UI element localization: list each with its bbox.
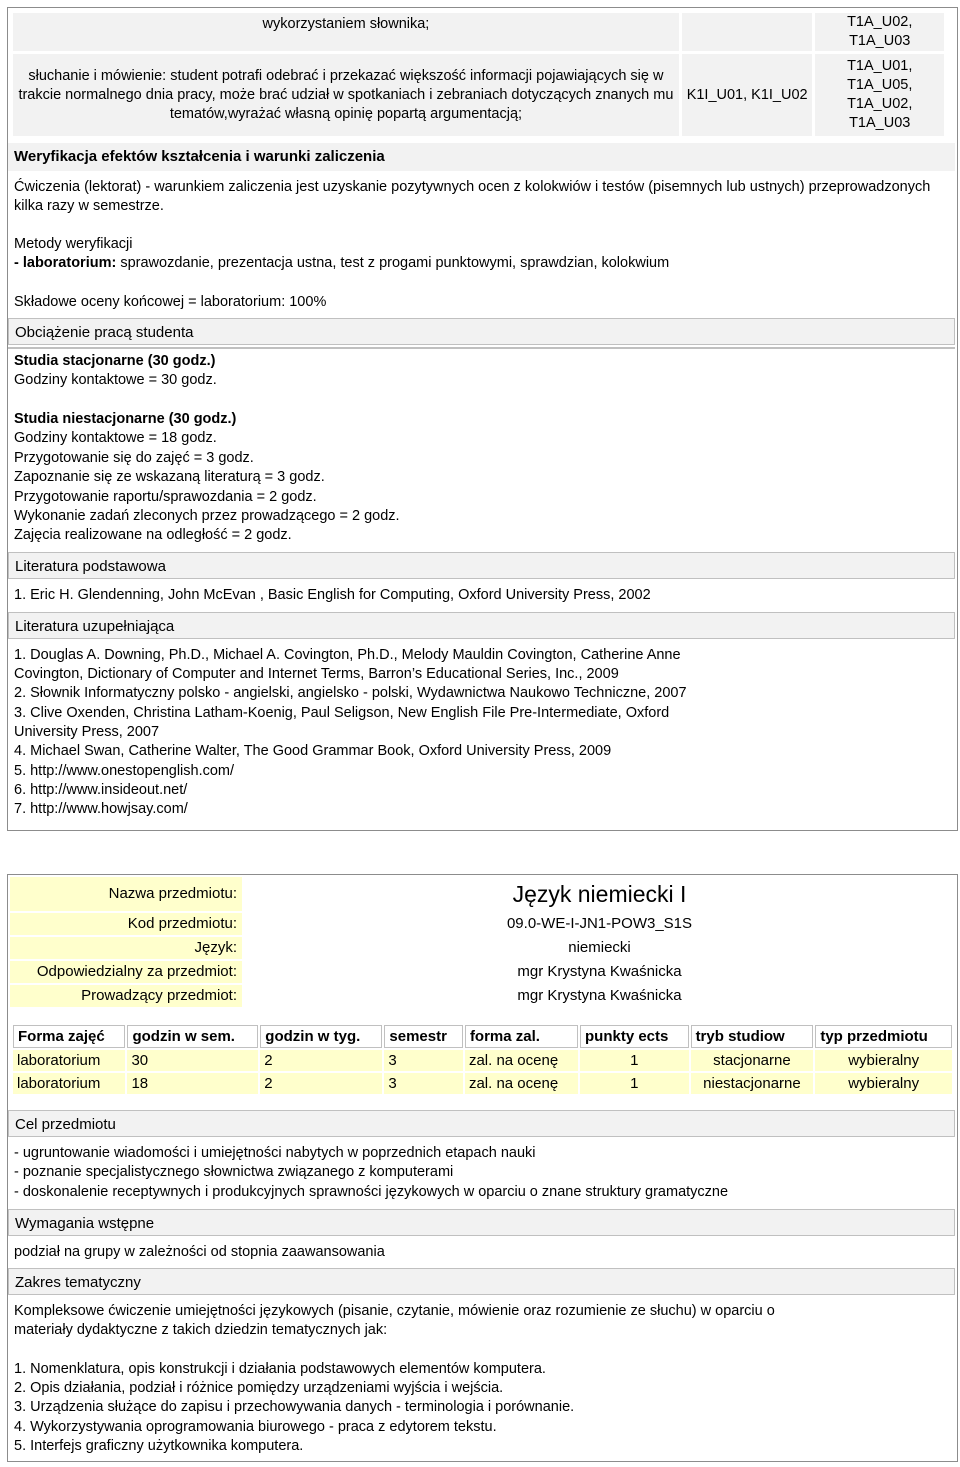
learning-outcomes-table bbox=[10, 10, 947, 139]
lit-extra-line: 4. Michael Swan, Catherine Walter, The Good Grammar Book, Oxford University Press, 2009 bbox=[14, 743, 612, 759]
subject-resp-value: mgr Krystyna Kwaśnicka bbox=[244, 961, 955, 983]
table-row bbox=[13, 1050, 952, 1071]
workload-line: Przygotowanie się do zajęć = 3 godz. bbox=[14, 450, 254, 466]
cell: 1 bbox=[580, 1050, 689, 1071]
subject-code-label: Kod przedmiotu: bbox=[10, 913, 242, 935]
table-row bbox=[13, 13, 944, 51]
goal-line: - doskonalenie receptywnych i produkcyjnych sprawności językowych w oparciu o znane struktury gramatyczne bbox=[14, 1184, 729, 1200]
class-forms-table bbox=[11, 1023, 954, 1096]
workload-line: Godziny kontaktowe = 30 godz. bbox=[14, 372, 217, 388]
workload-line: Godziny kontaktowe = 18 godz. bbox=[14, 430, 217, 446]
lit-extra-line: Covington, Dictionary of Computer and Internet Terms, Barron’s Educational Series, Inc., 2009 bbox=[14, 666, 619, 682]
cell: laboratorium bbox=[13, 1050, 125, 1071]
table-row bbox=[10, 913, 955, 935]
col-header: tryb studiow bbox=[691, 1025, 814, 1048]
goal-heading: Cel przedmiotu bbox=[8, 1110, 955, 1137]
verification-conditions: Ćwiczenia (lektorat) - warunkiem zaliczenia jest uzyskanie pozytywnych ocen z kolokwiów i testów (pisemnych lub ustnych) przeprowadzonych kilka razy w semestrze. bbox=[14, 179, 935, 215]
table-row bbox=[10, 985, 955, 1007]
workload-line: Zajęcia realizowane na odległość = 2 godz. bbox=[14, 527, 292, 543]
outcome-code: K1I_U01, K1I_U02 bbox=[682, 54, 813, 136]
scope-intro-line: materiały dydaktyczne z takich dziedzin tematycznych jak: bbox=[14, 1322, 388, 1338]
cell: wybieralny bbox=[815, 1073, 952, 1094]
cell: 30 bbox=[127, 1050, 258, 1071]
methods-label: - laboratorium: bbox=[14, 255, 117, 271]
workload-line: Wykonanie zadań zleconych przez prowadzącego = 2 godz. bbox=[14, 508, 400, 524]
lit-basic-item: 1. Eric H. Glendenning, John McEvan , Basic English for Computing, Oxford University Press, 2002 bbox=[14, 587, 651, 603]
subject-name-label: Nazwa przedmiotu: bbox=[10, 877, 242, 911]
methods-text: sprawozdanie, prezentacja ustna, test z progami punktowymi, sprawdzian, kolokwium bbox=[116, 255, 670, 271]
methods-line bbox=[14, 254, 669, 273]
col-header: semestr bbox=[384, 1025, 463, 1048]
subject-name-value: Język niemiecki I bbox=[244, 877, 955, 911]
lit-extra-line: University Press, 2007 bbox=[14, 724, 160, 740]
cell: 2 bbox=[260, 1073, 382, 1094]
requirements-text: podział na grupy w zależności od stopnia zaawansowania bbox=[14, 1244, 385, 1260]
scope-item: 1. Nomenklatura, opis konstrukcji i działania podstawowych elementów komputera. bbox=[14, 1361, 546, 1377]
verification-heading: Weryfikacja efektów kształcenia i warunki zaliczenia bbox=[8, 143, 955, 171]
cell: 2 bbox=[260, 1050, 382, 1071]
scope-heading: Zakres tematyczny bbox=[8, 1268, 955, 1295]
subject-lead-value: mgr Krystyna Kwaśnicka bbox=[244, 985, 955, 1007]
col-header: Forma zajęć bbox=[13, 1025, 125, 1048]
goal-line: - ugruntowanie wiadomości i umiejętności nabytych w poprzednich etapach nauki bbox=[14, 1145, 536, 1161]
outcome-ref: T1A_U01, T1A_U05, T1A_U02, T1A_U03 bbox=[815, 54, 944, 136]
col-header: typ przedmiotu bbox=[815, 1025, 952, 1048]
subject-lang-value: niemiecki bbox=[244, 937, 955, 959]
cell: laboratorium bbox=[13, 1073, 125, 1094]
table-header-row bbox=[13, 1025, 952, 1048]
lit-extra-line: 3. Clive Oxenden, Christina Latham-Koenig, Paul Seligson, New English File Pre-Intermediate, Oxford bbox=[14, 705, 670, 721]
cell: zal. na ocenę bbox=[465, 1073, 578, 1094]
outcome-code bbox=[682, 13, 813, 51]
lit-extra-line: 1. Douglas A. Downing, Ph.D., Michael A. Covington, Ph.D., Melody Mauldin Covington, Catherine Anne bbox=[14, 647, 681, 663]
lit-extra-link: 7. http://www.howjsay.com/ bbox=[14, 801, 188, 817]
outcome-desc: wykorzystaniem słownika; bbox=[13, 13, 679, 51]
col-header: godzin w tyg. bbox=[260, 1025, 382, 1048]
cell: 1 bbox=[580, 1073, 689, 1094]
table-row bbox=[10, 877, 955, 911]
workload-line: Przygotowanie raportu/sprawozdania = 2 godz. bbox=[14, 489, 317, 505]
lit-extra-line: 2. Słownik Informatyczny polsko - angielski, angielsko - polski, Wydawnictwa Naukowo Techniczne, 2007 bbox=[14, 685, 687, 701]
requirements-heading: Wymagania wstępne bbox=[8, 1209, 955, 1236]
cell: stacjonarne bbox=[691, 1050, 814, 1071]
workload-heading: Obciążenie pracą studenta bbox=[8, 318, 955, 345]
lit-basic-heading: Literatura podstawowa bbox=[8, 552, 955, 579]
subject-lang-label: Język: bbox=[10, 937, 242, 959]
scope-intro-line: Kompleksowe ćwiczenie umiejętności językowych (pisanie, czytanie, mówienie oraz rozumienie ze słuchu) w oparciu o bbox=[14, 1303, 775, 1319]
cell: wybieralny bbox=[815, 1050, 952, 1071]
workload-line: Zapoznanie się ze wskazaną literaturą = 3 godz. bbox=[14, 469, 325, 485]
goal-line: - poznanie specjalistycznego słownictwa związanego z komputerami bbox=[14, 1164, 454, 1180]
cell: 3 bbox=[384, 1073, 463, 1094]
table-row bbox=[13, 54, 944, 136]
col-header: godzin w sem. bbox=[127, 1025, 258, 1048]
table-row bbox=[10, 961, 955, 983]
table-row bbox=[13, 1073, 952, 1094]
subject-code-value: 09.0-WE-I-JN1-POW3_S1S bbox=[244, 913, 955, 935]
outcome-desc: słuchanie i mówienie: student potrafi odebrać i przekazać większość informacji pojawiających się w trakcie normalnego dnia pracy, może brać udział w spotkaniach i zebraniach dotyczących znanych mu tematów,wyrażać własną opinię popartą argumentacją; bbox=[13, 54, 679, 136]
lit-extra-link: 6. http://www.insideout.net/ bbox=[14, 782, 188, 798]
subject-lead-label: Prowadzący przedmiot: bbox=[10, 985, 242, 1007]
divider bbox=[8, 347, 955, 349]
col-header: forma zal. bbox=[465, 1025, 578, 1048]
table-row bbox=[10, 937, 955, 959]
lit-extra-heading: Literatura uzupełniająca bbox=[8, 612, 955, 639]
full-time-title: Studia stacjonarne (30 godz.) bbox=[14, 353, 216, 369]
scope-item: 5. Interfejs graficzny użytkownika komputera. bbox=[14, 1438, 304, 1454]
subject-meta-table bbox=[8, 875, 957, 1009]
lit-extra-link: 5. http://www.onestopenglish.com/ bbox=[14, 763, 235, 779]
cell: 3 bbox=[384, 1050, 463, 1071]
scope-item: 4. Wykorzystywania oprogramowania biurowego - praca z edytorem tekstu. bbox=[14, 1419, 497, 1435]
cell: niestacjonarne bbox=[691, 1073, 814, 1094]
subject-resp-label: Odpowiedzialny za przedmiot: bbox=[10, 961, 242, 983]
cell: 18 bbox=[127, 1073, 258, 1094]
outcome-ref: T1A_U02, T1A_U03 bbox=[815, 13, 944, 51]
col-header: punkty ects bbox=[580, 1025, 689, 1048]
scope-item: 2. Opis działania, podział i różnice pomiędzy urządzeniami wyjścia i wejścia. bbox=[14, 1380, 504, 1396]
scope-item: 3. Urządzenia służące do zapisu i przechowywania danych - terminologia i porównanie. bbox=[14, 1399, 575, 1415]
final-grade: Składowe oceny końcowej = laboratorium: 100% bbox=[14, 294, 327, 310]
methods-title: Metody weryfikacji bbox=[14, 236, 133, 252]
cell: zal. na ocenę bbox=[465, 1050, 578, 1071]
part-time-title: Studia niestacjonarne (30 godz.) bbox=[14, 411, 237, 427]
